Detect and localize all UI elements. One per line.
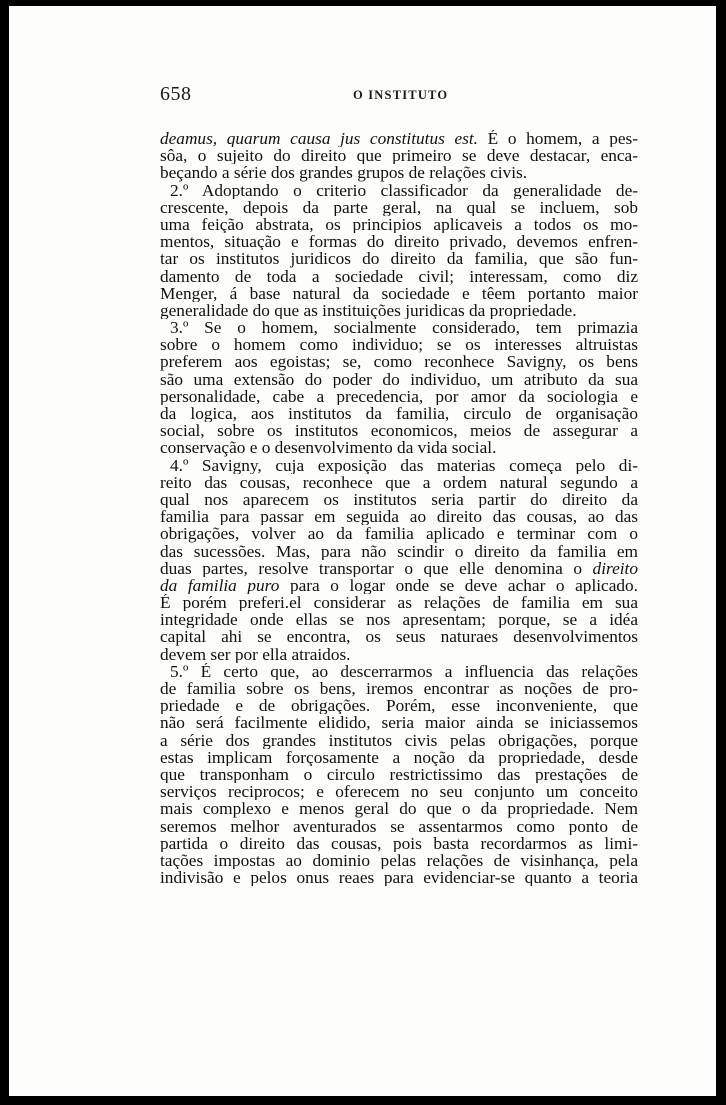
page-header bbox=[160, 83, 638, 113]
line-text: preferem aos egoistas; se, como reconhece Savigny, os bens bbox=[160, 353, 638, 371]
line-text: qual nos aparecem os institutos seria partir do direito da bbox=[160, 490, 638, 509]
line-text: tar os institutos juridicos do direito da familia, que são fun- bbox=[160, 250, 638, 268]
line-text: indivisão e pelos onus reaes para evidenciar-se quanto a teoria bbox=[160, 869, 638, 887]
text-line bbox=[160, 371, 638, 388]
line-text: 5.º É certo que, ao descerrarmos a influencia das relações bbox=[170, 662, 638, 680]
line-text: mais complexo e menos geral do que o da propriedade. Nem bbox=[160, 800, 638, 818]
text-line bbox=[160, 388, 638, 405]
text-line bbox=[160, 628, 638, 645]
line-text: devem ser por ella atraidos. bbox=[160, 645, 351, 663]
line-text: Menger, á base natural da sociedade e têem portanto maior bbox=[160, 284, 638, 302]
line-text: 3.º Se o homem, socialmente considerado, tem primazia bbox=[170, 319, 638, 337]
text-line bbox=[160, 164, 638, 181]
line-text: que transponham o circulo restrictissimo das prestações de bbox=[160, 765, 638, 784]
text-line bbox=[160, 560, 638, 577]
text-line bbox=[160, 800, 638, 817]
text-line bbox=[160, 302, 638, 319]
line-text: tações impostas ao dominio pelas relações de visinhança, pela bbox=[160, 851, 638, 870]
text-line bbox=[160, 405, 638, 422]
text-line bbox=[160, 216, 638, 233]
line-text: da logica, aos institutos da familia, circulo de organisação bbox=[160, 405, 638, 423]
text-line bbox=[160, 543, 638, 560]
text-line bbox=[160, 130, 638, 147]
text-line bbox=[160, 474, 638, 491]
text-line bbox=[160, 508, 638, 525]
line-text: duas partes, resolve transportar o que elle denomina o bbox=[160, 559, 593, 577]
text-line bbox=[160, 182, 638, 199]
text-line bbox=[160, 422, 638, 439]
text-line bbox=[160, 285, 638, 302]
text-line bbox=[160, 714, 638, 731]
line-text: não será facilmente elidido, seria maior ainda se iniciassemos bbox=[160, 714, 638, 732]
line-text: sobre o homem como individuo; se os interesses altruistas bbox=[160, 336, 638, 354]
text-line bbox=[160, 869, 638, 886]
line-text: sôa, o sujeito do direito que primeiro se deve destacar, enca- bbox=[160, 147, 638, 165]
text-line bbox=[160, 852, 638, 869]
line-text: partida o direito das cousas, pois basta recordarmos as limi- bbox=[160, 834, 638, 852]
text-line bbox=[160, 697, 638, 714]
text-line bbox=[160, 646, 638, 663]
line-text: mentos, situação e formas do direito privado, devemos enfren- bbox=[160, 233, 638, 251]
italic-phrase: deamus, quarum causa jus constitutus est. bbox=[160, 130, 478, 148]
text-line bbox=[160, 611, 638, 628]
line-text: 4.º Savigny, cuja exposição das materias começa pelo di- bbox=[170, 456, 638, 474]
text-line bbox=[160, 147, 638, 164]
text-line bbox=[160, 749, 638, 766]
line-text: familia para passar em seguida ao direito das cousas, ao das bbox=[160, 508, 638, 526]
text-line bbox=[160, 491, 638, 508]
line-text: uma feição abstrata, os principios aplicaveis a todos os mo- bbox=[160, 215, 638, 234]
line-text: reito das cousas, reconhece que a ordem natural segundo a bbox=[160, 473, 638, 491]
text-line bbox=[160, 783, 638, 800]
text-line bbox=[160, 594, 638, 611]
page-number: 658 bbox=[160, 83, 192, 105]
line-text: para o logar onde se deve achar o aplicado. bbox=[279, 576, 638, 595]
text-line bbox=[160, 457, 638, 474]
line-text: generalidade do que as instituições juridicas da propriedade. bbox=[160, 301, 577, 320]
line-text: damento de toda a sociedade civil; interessam, como diz bbox=[160, 267, 638, 285]
line-text: beçando a série dos grandes grupos de relações civis. bbox=[160, 164, 528, 182]
line-text: das sucessões. Mas, para não scindir o direito da familia em bbox=[160, 542, 638, 560]
text-line bbox=[160, 525, 638, 542]
text-line bbox=[160, 336, 638, 353]
text-line bbox=[160, 199, 638, 216]
text-line bbox=[160, 835, 638, 852]
line-text: capital ahi se encontra, os seus naturaes desenvolvimentos bbox=[160, 628, 638, 646]
line-text: conservação e o desenvolvimento da vida social. bbox=[160, 439, 497, 457]
text-line bbox=[160, 233, 638, 250]
line-text: crescente, depois da parte geral, na qual se incluem, sob bbox=[160, 198, 638, 216]
book-page bbox=[9, 6, 716, 1096]
line-text: seremos melhor aventurados se assentarmos como ponto de bbox=[160, 817, 638, 835]
text-line bbox=[160, 268, 638, 285]
line-text: 2.º Adoptando o criterio classificador da generalidade de- bbox=[170, 181, 638, 199]
line-text: social, sobre os institutos economicos, meios de assegurar a bbox=[160, 422, 638, 440]
text-line bbox=[160, 353, 638, 370]
text-line bbox=[160, 680, 638, 697]
line-text: são uma extensão do poder do individuo, um atributo da sua bbox=[160, 370, 638, 388]
line-text: de familia sobre os bens, iremos encontrar as noções de pro- bbox=[160, 680, 638, 698]
italic-phrase: direito bbox=[592, 559, 638, 577]
text-line bbox=[160, 319, 638, 336]
line-text: serviços reciprocos; e oferecem no seu conjunto um conceito bbox=[160, 783, 638, 801]
text-line bbox=[160, 250, 638, 267]
line-text: É porém preferi.el considerar as relações de familia em sua bbox=[160, 594, 638, 612]
line-text: estas implicam forçosamente a noção da propriedade, desde bbox=[160, 748, 638, 766]
text-line bbox=[160, 766, 638, 783]
line-text: obrigações, volver ao da familia aplicado e terminar com o bbox=[160, 525, 638, 543]
line-text: personalidade, cabe a precedencia, por amor da sociologia e bbox=[160, 387, 638, 405]
text-line bbox=[160, 818, 638, 835]
text-line bbox=[160, 577, 638, 594]
line-text: É o homem, a pes- bbox=[477, 130, 638, 148]
line-text: integridade onde ellas se nos apresentam; porque, se a idéa bbox=[160, 611, 638, 629]
text-line bbox=[160, 663, 638, 680]
line-text: priedade e de obrigações. Porém, esse inconveniente, que bbox=[160, 697, 638, 715]
italic-phrase: da familia puro bbox=[160, 576, 280, 595]
text-line bbox=[160, 732, 638, 749]
line-text: a série dos grandes institutos civis pelas obrigações, porque bbox=[160, 731, 638, 749]
text-line bbox=[160, 439, 638, 456]
running-title: O INSTITUTO bbox=[353, 88, 449, 102]
body-text bbox=[160, 130, 638, 886]
